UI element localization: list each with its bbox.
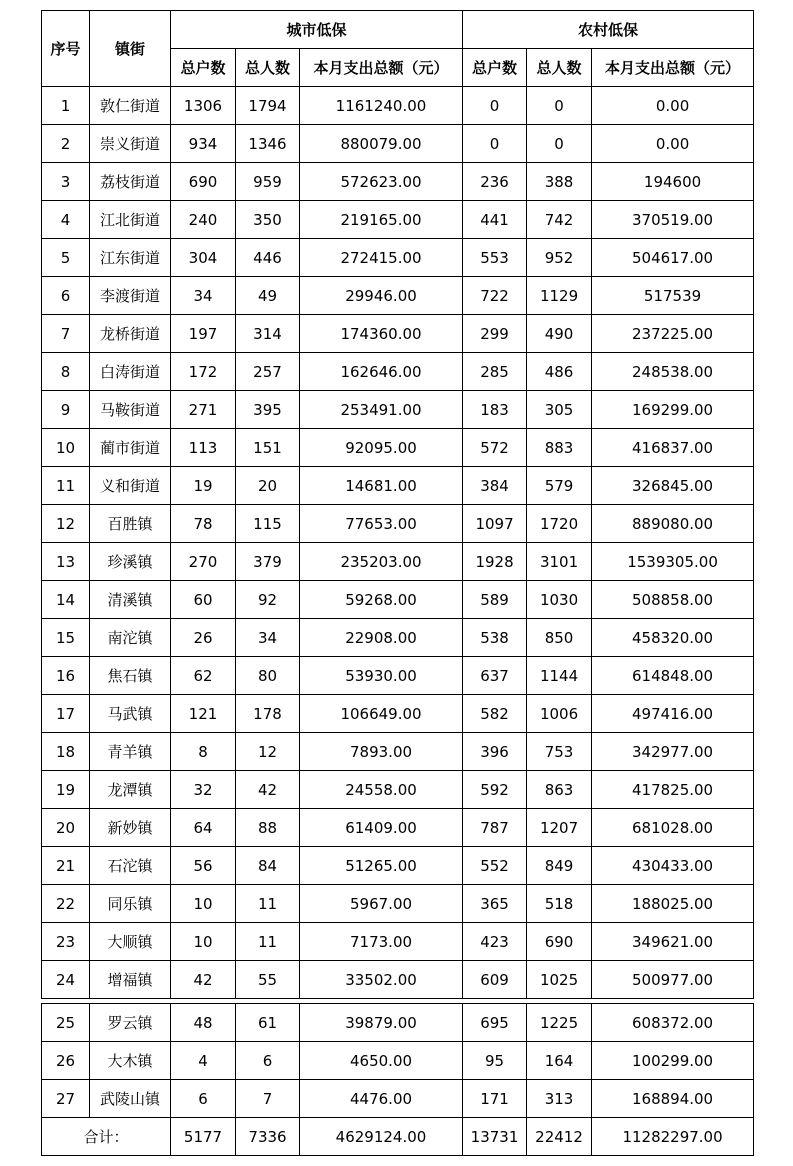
row-rural-spending: 504617.00: [592, 239, 754, 277]
row-urban-spending: 77653.00: [300, 505, 463, 543]
total-urban-spending: 4629124.00: [300, 1118, 463, 1156]
row-street-name: 义和街道: [90, 467, 171, 505]
row-rural-spending: 100299.00: [592, 1042, 754, 1080]
table-row: [42, 391, 754, 429]
row-urban-persons: 6: [236, 1042, 300, 1080]
row-urban-households: 10: [171, 923, 236, 961]
row-rural-persons: 1030: [527, 581, 592, 619]
row-street-name: 焦石镇: [90, 657, 171, 695]
row-urban-spending: 272415.00: [300, 239, 463, 277]
total-urban-persons: 7336: [236, 1118, 300, 1156]
row-rural-spending: 517539: [592, 277, 754, 315]
table-row: [42, 467, 754, 505]
total-rural-spending: 11282297.00: [592, 1118, 754, 1156]
table-row: [42, 87, 754, 125]
table-row: [42, 1042, 754, 1080]
row-rural-persons: 753: [527, 733, 592, 771]
table-row: [42, 771, 754, 809]
table-row: [42, 961, 754, 999]
row-index: 3: [42, 163, 90, 201]
header-rural-group: 农村低保: [463, 11, 754, 49]
row-rural-households: 285: [463, 353, 527, 391]
table-row: [42, 429, 754, 467]
total-rural-households: 13731: [463, 1118, 527, 1156]
table-row: [42, 505, 754, 543]
row-urban-households: 197: [171, 315, 236, 353]
row-urban-persons: 20: [236, 467, 300, 505]
row-urban-spending: 24558.00: [300, 771, 463, 809]
table-row: [42, 1004, 754, 1042]
table-row: [42, 315, 754, 353]
row-urban-spending: 174360.00: [300, 315, 463, 353]
row-urban-persons: 42: [236, 771, 300, 809]
row-rural-spending: 237225.00: [592, 315, 754, 353]
row-urban-households: 64: [171, 809, 236, 847]
row-street-name: 新妙镇: [90, 809, 171, 847]
row-street-name: 南沱镇: [90, 619, 171, 657]
row-urban-spending: 572623.00: [300, 163, 463, 201]
row-rural-spending: 0.00: [592, 87, 754, 125]
header-rural-persons: 总人数: [527, 49, 592, 87]
subsistence-allowance-table: [41, 10, 754, 1156]
row-rural-spending: 681028.00: [592, 809, 754, 847]
header-street: 镇街: [90, 11, 171, 87]
row-index: 5: [42, 239, 90, 277]
row-rural-persons: 952: [527, 239, 592, 277]
row-index: 9: [42, 391, 90, 429]
row-rural-persons: 0: [527, 87, 592, 125]
table-row: [42, 163, 754, 201]
row-street-name: 大顺镇: [90, 923, 171, 961]
row-urban-households: 56: [171, 847, 236, 885]
row-urban-households: 26: [171, 619, 236, 657]
table-row: [42, 657, 754, 695]
row-rural-spending: 500977.00: [592, 961, 754, 999]
row-street-name: 江东街道: [90, 239, 171, 277]
table-row: [42, 125, 754, 163]
row-urban-spending: 253491.00: [300, 391, 463, 429]
row-rural-households: 553: [463, 239, 527, 277]
row-street-name: 百胜镇: [90, 505, 171, 543]
row-urban-households: 1306: [171, 87, 236, 125]
row-rural-households: 538: [463, 619, 527, 657]
row-urban-households: 19: [171, 467, 236, 505]
header-urban-persons: 总人数: [236, 49, 300, 87]
row-index: 18: [42, 733, 90, 771]
row-rural-persons: 388: [527, 163, 592, 201]
row-street-name: 罗云镇: [90, 1004, 171, 1042]
row-rural-households: 609: [463, 961, 527, 999]
row-rural-spending: 416837.00: [592, 429, 754, 467]
row-urban-persons: 11: [236, 885, 300, 923]
header-rural-spending: 本月支出总额（元）: [592, 49, 754, 87]
row-rural-spending: 430433.00: [592, 847, 754, 885]
row-rural-households: 722: [463, 277, 527, 315]
row-urban-persons: 151: [236, 429, 300, 467]
row-index: 6: [42, 277, 90, 315]
row-urban-spending: 880079.00: [300, 125, 463, 163]
row-urban-persons: 55: [236, 961, 300, 999]
row-rural-spending: 614848.00: [592, 657, 754, 695]
row-urban-persons: 1346: [236, 125, 300, 163]
row-urban-households: 934: [171, 125, 236, 163]
row-urban-persons: 115: [236, 505, 300, 543]
row-urban-spending: 92095.00: [300, 429, 463, 467]
row-rural-households: 396: [463, 733, 527, 771]
row-index: 24: [42, 961, 90, 999]
row-street-name: 马武镇: [90, 695, 171, 733]
row-urban-households: 271: [171, 391, 236, 429]
row-rural-spending: 889080.00: [592, 505, 754, 543]
row-urban-households: 113: [171, 429, 236, 467]
row-street-name: 珍溪镇: [90, 543, 171, 581]
row-index: 26: [42, 1042, 90, 1080]
row-rural-spending: 508858.00: [592, 581, 754, 619]
row-rural-persons: 742: [527, 201, 592, 239]
row-rural-persons: 1006: [527, 695, 592, 733]
row-rural-persons: 305: [527, 391, 592, 429]
table-row: [42, 543, 754, 581]
row-urban-persons: 7: [236, 1080, 300, 1118]
row-urban-households: 10: [171, 885, 236, 923]
row-rural-households: 1097: [463, 505, 527, 543]
table-row: [42, 581, 754, 619]
row-rural-persons: 490: [527, 315, 592, 353]
row-index: 2: [42, 125, 90, 163]
row-rural-persons: 1025: [527, 961, 592, 999]
row-rural-persons: 313: [527, 1080, 592, 1118]
row-rural-households: 589: [463, 581, 527, 619]
row-urban-spending: 162646.00: [300, 353, 463, 391]
row-urban-households: 34: [171, 277, 236, 315]
row-street-name: 石沱镇: [90, 847, 171, 885]
row-index: 10: [42, 429, 90, 467]
row-urban-persons: 959: [236, 163, 300, 201]
row-index: 17: [42, 695, 90, 733]
row-rural-households: 384: [463, 467, 527, 505]
row-urban-persons: 12: [236, 733, 300, 771]
row-urban-households: 4: [171, 1042, 236, 1080]
row-rural-households: 171: [463, 1080, 527, 1118]
row-urban-households: 78: [171, 505, 236, 543]
row-urban-spending: 7893.00: [300, 733, 463, 771]
total-rural-persons: 22412: [527, 1118, 592, 1156]
row-index: 19: [42, 771, 90, 809]
row-index: 20: [42, 809, 90, 847]
row-rural-households: 183: [463, 391, 527, 429]
row-rural-spending: 326845.00: [592, 467, 754, 505]
row-street-name: 龙潭镇: [90, 771, 171, 809]
table-row: [42, 353, 754, 391]
row-rural-households: 423: [463, 923, 527, 961]
row-rural-households: 95: [463, 1042, 527, 1080]
row-rural-households: 1928: [463, 543, 527, 581]
row-urban-persons: 61: [236, 1004, 300, 1042]
row-index: 4: [42, 201, 90, 239]
row-urban-spending: 29946.00: [300, 277, 463, 315]
row-urban-persons: 350: [236, 201, 300, 239]
row-index: 15: [42, 619, 90, 657]
row-index: 16: [42, 657, 90, 695]
row-urban-households: 6: [171, 1080, 236, 1118]
row-urban-households: 270: [171, 543, 236, 581]
row-index: 1: [42, 87, 90, 125]
row-urban-spending: 61409.00: [300, 809, 463, 847]
row-rural-households: 552: [463, 847, 527, 885]
row-rural-spending: 188025.00: [592, 885, 754, 923]
row-rural-persons: 1207: [527, 809, 592, 847]
row-rural-persons: 518: [527, 885, 592, 923]
row-rural-persons: 1144: [527, 657, 592, 695]
row-index: 21: [42, 847, 90, 885]
row-street-name: 清溪镇: [90, 581, 171, 619]
row-rural-persons: 883: [527, 429, 592, 467]
row-street-name: 白涛街道: [90, 353, 171, 391]
row-street-name: 增福镇: [90, 961, 171, 999]
row-urban-persons: 92: [236, 581, 300, 619]
row-street-name: 蔺市街道: [90, 429, 171, 467]
row-rural-households: 787: [463, 809, 527, 847]
row-rural-persons: 1129: [527, 277, 592, 315]
row-rural-households: 299: [463, 315, 527, 353]
row-index: 25: [42, 1004, 90, 1042]
row-urban-spending: 51265.00: [300, 847, 463, 885]
row-rural-spending: 497416.00: [592, 695, 754, 733]
row-urban-households: 32: [171, 771, 236, 809]
row-street-name: 荔枝街道: [90, 163, 171, 201]
row-rural-persons: 579: [527, 467, 592, 505]
row-street-name: 马鞍街道: [90, 391, 171, 429]
row-street-name: 青羊镇: [90, 733, 171, 771]
row-rural-persons: 0: [527, 125, 592, 163]
row-street-name: 江北街道: [90, 201, 171, 239]
row-urban-households: 121: [171, 695, 236, 733]
total-urban-households: 5177: [171, 1118, 236, 1156]
row-urban-households: 62: [171, 657, 236, 695]
header-urban-group: 城市低保: [171, 11, 463, 49]
total-label: 合计：: [42, 1118, 171, 1156]
row-rural-spending: 458320.00: [592, 619, 754, 657]
row-urban-households: 8: [171, 733, 236, 771]
row-street-name: 武陵山镇: [90, 1080, 171, 1118]
row-rural-persons: 690: [527, 923, 592, 961]
header-urban-spending: 本月支出总额（元）: [300, 49, 463, 87]
row-urban-households: 240: [171, 201, 236, 239]
table-row: [42, 619, 754, 657]
row-rural-households: 592: [463, 771, 527, 809]
row-rural-spending: 0.00: [592, 125, 754, 163]
row-urban-persons: 178: [236, 695, 300, 733]
row-urban-households: 304: [171, 239, 236, 277]
row-rural-spending: 168894.00: [592, 1080, 754, 1118]
table-row: [42, 847, 754, 885]
row-urban-households: 42: [171, 961, 236, 999]
row-index: 23: [42, 923, 90, 961]
row-rural-spending: 194600: [592, 163, 754, 201]
row-urban-households: 172: [171, 353, 236, 391]
row-urban-persons: 88: [236, 809, 300, 847]
row-urban-persons: 80: [236, 657, 300, 695]
table-row: [42, 885, 754, 923]
row-urban-spending: 14681.00: [300, 467, 463, 505]
row-rural-households: 0: [463, 87, 527, 125]
row-rural-households: 572: [463, 429, 527, 467]
row-street-name: 敦仁街道: [90, 87, 171, 125]
row-rural-spending: 417825.00: [592, 771, 754, 809]
row-index: 7: [42, 315, 90, 353]
row-urban-persons: 314: [236, 315, 300, 353]
row-urban-spending: 7173.00: [300, 923, 463, 961]
row-rural-spending: 370519.00: [592, 201, 754, 239]
row-street-name: 大木镇: [90, 1042, 171, 1080]
table-row: [42, 733, 754, 771]
row-urban-spending: 33502.00: [300, 961, 463, 999]
row-street-name: 李渡街道: [90, 277, 171, 315]
row-rural-persons: 3101: [527, 543, 592, 581]
row-urban-spending: 4476.00: [300, 1080, 463, 1118]
row-rural-spending: 248538.00: [592, 353, 754, 391]
row-rural-persons: 164: [527, 1042, 592, 1080]
row-urban-spending: 5967.00: [300, 885, 463, 923]
row-urban-persons: 379: [236, 543, 300, 581]
table-row: [42, 1080, 754, 1118]
row-urban-spending: 219165.00: [300, 201, 463, 239]
row-urban-persons: 11: [236, 923, 300, 961]
row-rural-spending: 169299.00: [592, 391, 754, 429]
row-urban-persons: 34: [236, 619, 300, 657]
row-rural-persons: 850: [527, 619, 592, 657]
row-rural-households: 365: [463, 885, 527, 923]
row-street-name: 同乐镇: [90, 885, 171, 923]
row-urban-households: 60: [171, 581, 236, 619]
row-rural-households: 441: [463, 201, 527, 239]
header-index: 序号: [42, 11, 90, 87]
row-urban-persons: 395: [236, 391, 300, 429]
row-urban-households: 690: [171, 163, 236, 201]
row-rural-households: 637: [463, 657, 527, 695]
total-row: [42, 1118, 754, 1156]
row-urban-spending: 22908.00: [300, 619, 463, 657]
row-urban-persons: 257: [236, 353, 300, 391]
row-rural-persons: 1720: [527, 505, 592, 543]
row-rural-spending: 608372.00: [592, 1004, 754, 1042]
row-rural-persons: 863: [527, 771, 592, 809]
row-rural-persons: 849: [527, 847, 592, 885]
row-rural-households: 236: [463, 163, 527, 201]
row-index: 13: [42, 543, 90, 581]
row-rural-spending: 349621.00: [592, 923, 754, 961]
header-rural-households: 总户数: [463, 49, 527, 87]
row-rural-households: 0: [463, 125, 527, 163]
row-rural-persons: 1225: [527, 1004, 592, 1042]
row-index: 22: [42, 885, 90, 923]
row-urban-spending: 39879.00: [300, 1004, 463, 1042]
row-urban-persons: 446: [236, 239, 300, 277]
header-row-groups: [42, 11, 754, 49]
row-index: 27: [42, 1080, 90, 1118]
row-urban-spending: 235203.00: [300, 543, 463, 581]
row-index: 12: [42, 505, 90, 543]
row-urban-persons: 1794: [236, 87, 300, 125]
table-row: [42, 695, 754, 733]
row-urban-spending: 1161240.00: [300, 87, 463, 125]
row-urban-spending: 106649.00: [300, 695, 463, 733]
row-urban-spending: 4650.00: [300, 1042, 463, 1080]
table-row: [42, 239, 754, 277]
row-urban-spending: 53930.00: [300, 657, 463, 695]
row-rural-spending: 1539305.00: [592, 543, 754, 581]
header-urban-households: 总户数: [171, 49, 236, 87]
row-urban-spending: 59268.00: [300, 581, 463, 619]
row-index: 11: [42, 467, 90, 505]
row-rural-households: 582: [463, 695, 527, 733]
row-urban-persons: 49: [236, 277, 300, 315]
row-urban-persons: 84: [236, 847, 300, 885]
table-row: [42, 277, 754, 315]
row-urban-households: 48: [171, 1004, 236, 1042]
row-street-name: 崇义街道: [90, 125, 171, 163]
row-index: 8: [42, 353, 90, 391]
table-row: [42, 201, 754, 239]
row-index: 14: [42, 581, 90, 619]
row-rural-persons: 486: [527, 353, 592, 391]
table-row: [42, 809, 754, 847]
table-body: [42, 87, 754, 1118]
row-rural-households: 695: [463, 1004, 527, 1042]
table-row: [42, 923, 754, 961]
row-rural-spending: 342977.00: [592, 733, 754, 771]
row-street-name: 龙桥街道: [90, 315, 171, 353]
